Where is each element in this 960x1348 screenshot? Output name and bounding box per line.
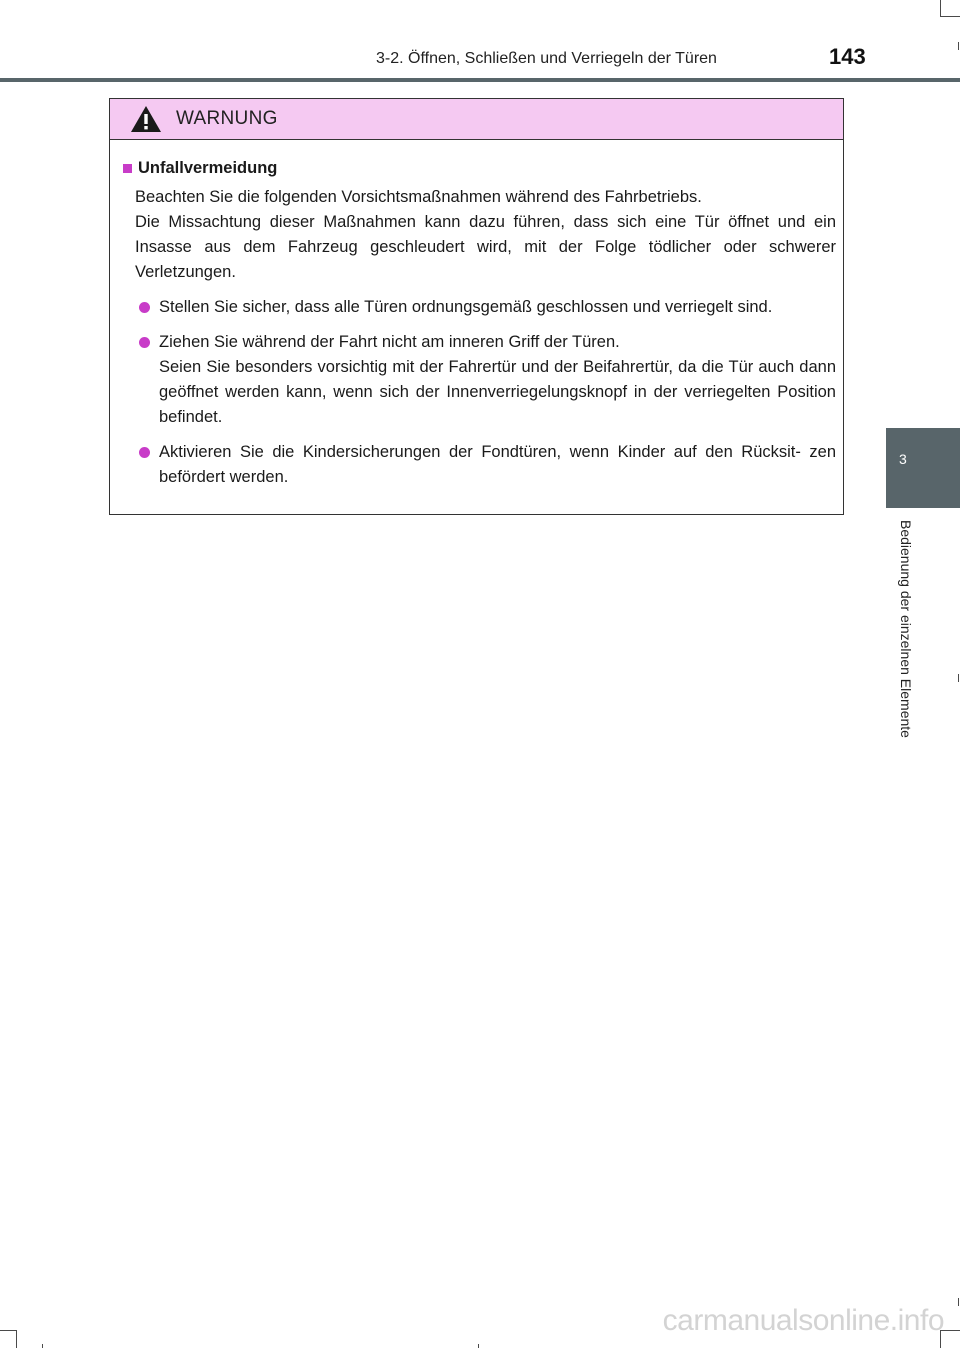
crop-mark bbox=[940, 16, 960, 17]
dot-bullet-icon bbox=[139, 447, 150, 458]
crop-mark bbox=[940, 0, 941, 16]
page-number: 143 bbox=[829, 44, 866, 69]
dot-bullet-icon bbox=[139, 337, 150, 348]
intro-paragraph: Die Missachtung dieser Maßnahmen kann dazu führen, dass sich eine Tür öffnet und ein Insasse aus dem Fahrzeug geschleudert wird, mit der Folge tödlicher oder schwerer Verletzungen. bbox=[135, 213, 836, 281]
crop-mark bbox=[0, 1330, 16, 1331]
list-item-paragraph: Aktivieren Sie die Kindersicherungen der Fondtüren, wenn Kinder auf den Rücksit- zen befördert werden. bbox=[159, 443, 836, 486]
list-item-text bbox=[159, 330, 836, 430]
section-intro bbox=[123, 185, 836, 285]
crop-mark bbox=[958, 674, 959, 682]
chapter-number: 3 bbox=[899, 451, 907, 467]
list-item-paragraph: Seien Sie besonders vorsichtig mit der Fahrertür und der Beifahrertür, da die Tür auch dann geöffnet werden kann, wenn sich der Innenverriegelungsknopf in der verriegelten Position befindet. bbox=[159, 358, 836, 426]
list-item-text bbox=[159, 440, 836, 490]
section-heading-text: Unfallvermeidung bbox=[138, 159, 278, 177]
chapter-label: Bedienung der einzelnen Elemente bbox=[898, 520, 914, 738]
list-item bbox=[123, 295, 836, 320]
warning-body bbox=[110, 140, 843, 490]
list-item-paragraph: Stellen Sie sicher, dass alle Türen ordnungsgemäß geschlossen und verriegelt sind. bbox=[159, 298, 773, 316]
square-bullet-icon bbox=[123, 164, 132, 173]
warning-box bbox=[109, 98, 844, 515]
section-heading bbox=[123, 156, 836, 181]
crop-mark bbox=[42, 1344, 43, 1348]
crop-mark bbox=[16, 1330, 17, 1348]
crop-mark bbox=[958, 1298, 959, 1306]
crop-mark bbox=[478, 1344, 479, 1348]
warning-header bbox=[110, 99, 843, 140]
list-item bbox=[123, 440, 836, 490]
intro-paragraph: Beachten Sie die folgenden Vorsichtsmaßnahmen während des Fahrbetriebs. bbox=[135, 188, 702, 206]
list-item-text bbox=[159, 295, 836, 320]
list-item bbox=[123, 330, 836, 430]
warning-title: WARNUNG bbox=[176, 108, 278, 129]
section-title: 3-2. Öffnen, Schließen und Verriegeln der Türen bbox=[376, 50, 717, 67]
watermark: carmanualsonline.info bbox=[662, 1304, 944, 1337]
warning-triangle-icon bbox=[130, 105, 162, 133]
header-rule bbox=[0, 78, 960, 82]
dot-bullet-icon bbox=[139, 302, 150, 313]
list-item-paragraph: Ziehen Sie während der Fahrt nicht am inneren Griff der Türen. bbox=[159, 333, 620, 351]
crop-mark bbox=[958, 42, 959, 50]
chapter-tab bbox=[886, 428, 960, 508]
